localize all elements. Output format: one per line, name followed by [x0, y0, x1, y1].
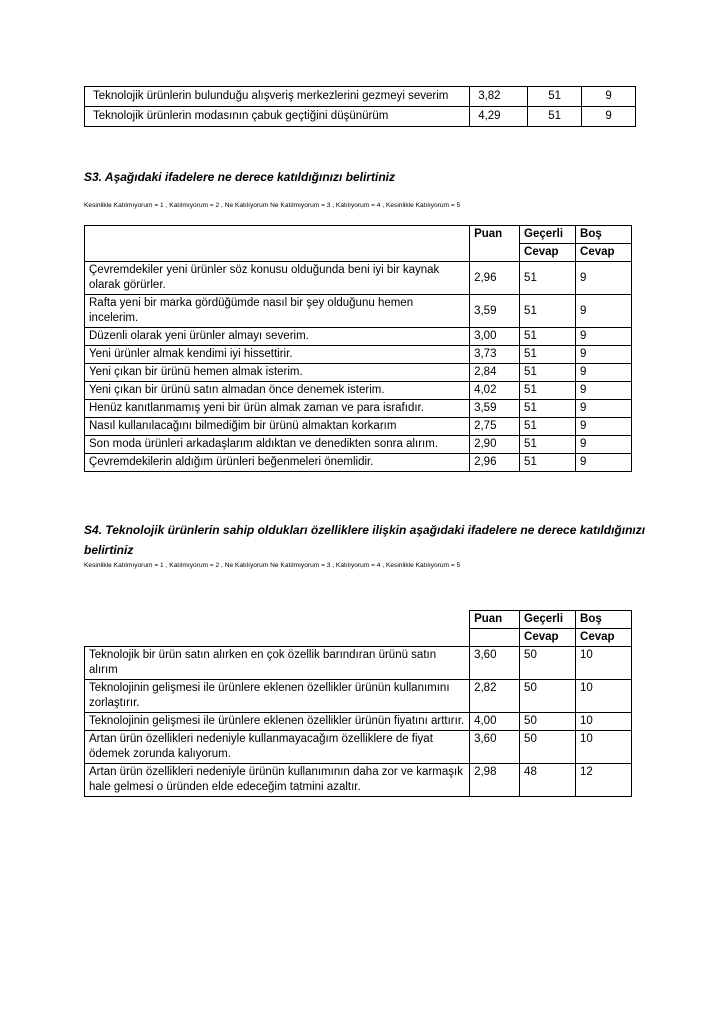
statement-cell: Teknolojinin gelişmesi ile ürünlere eklenen özellikler ürünün fiyatını arttırır.	[85, 713, 470, 731]
table-row	[85, 764, 632, 797]
puan-cell: 3,73	[470, 346, 520, 364]
puan-cell: 2,82	[470, 680, 520, 713]
table-row	[85, 346, 632, 364]
bos-cell: 12	[576, 764, 632, 797]
puan-cell: 2,98	[470, 764, 520, 797]
table-row	[85, 295, 632, 328]
bos-cell: 9	[576, 400, 632, 418]
gecerli-cell: 50	[520, 680, 576, 713]
statement-cell: Yeni çıkan bir ürünü hemen almak isterim.	[85, 364, 470, 382]
puan-cell: 4,00	[470, 713, 520, 731]
puan-cell: 2,96	[470, 262, 520, 295]
gecerli-cell: 51	[520, 262, 576, 295]
statement-cell: Çevremdekilerin aldığım ürünleri beğenmeleri önemlidir.	[85, 454, 470, 472]
s4-table	[84, 610, 632, 797]
bos-cell: 10	[576, 680, 632, 713]
bos-cell: 10	[576, 713, 632, 731]
s4-heading-2: belirtiniz	[84, 543, 134, 557]
puan-cell: 2,84	[470, 364, 520, 382]
gecerli-cell: 50	[520, 713, 576, 731]
puan-cell: 4,02	[470, 382, 520, 400]
statement-cell: Artan ürün özellikleri nedeniyle kullanmayacağım özelliklere de fiyat ödemek zorunda kalıyorum.	[85, 731, 470, 764]
puan-header: Puan	[470, 611, 520, 629]
statement-cell: Teknolojik ürünlerin bulunduğu alışveriş merkezlerini gezmeyi severim	[85, 87, 470, 107]
gecerli-header-2: Cevap	[520, 244, 576, 262]
bos-cell: 10	[576, 647, 632, 680]
gecerli-cell: 51	[520, 328, 576, 346]
bos-cell: 10	[576, 731, 632, 764]
gecerli-cell: 51	[520, 454, 576, 472]
bos-cell: 9	[582, 107, 636, 127]
statement-cell: Teknolojik ürünlerin modasının çabuk geçtiğini düşünürüm	[85, 107, 470, 127]
bos-cell: 9	[576, 454, 632, 472]
bos-header-2: Cevap	[576, 244, 632, 262]
puan-cell: 2,96	[470, 454, 520, 472]
puan-cell: 3,82	[470, 87, 528, 107]
statement-cell: Nasıl kullanılacağını bilmediğim bir ürünü almaktan korkarım	[85, 418, 470, 436]
bos-cell: 9	[576, 418, 632, 436]
table-row	[85, 382, 632, 400]
puan-cell: 3,60	[470, 647, 520, 680]
s4-scale-note: Kesinlikle Katılmıyorum = 1 , Katılmıyorum = 2 , Ne Katılıyorum Ne Katılmıyorum = 3 , Katılıyorum = 4 , Kesinlikle Katılıyorum = 5	[84, 562, 461, 569]
bos-header: Boş	[576, 226, 632, 244]
bos-cell: 9	[576, 382, 632, 400]
table-row	[85, 107, 636, 127]
bos-cell: 9	[576, 346, 632, 364]
bos-cell: 9	[576, 436, 632, 454]
statement-cell: Yeni ürünler almak kendimi iyi hissettirir.	[85, 346, 470, 364]
statement-cell: Teknolojik bir ürün satın alırken en çok özellik barındıran ürünü satın alırım	[85, 647, 470, 680]
puan-cell: 3,59	[470, 295, 520, 328]
gecerli-cell: 50	[520, 731, 576, 764]
gecerli-cell: 51	[520, 418, 576, 436]
puan-header: Puan	[470, 226, 520, 262]
statement-cell: Düzenli olarak yeni ürünler almayı severim.	[85, 328, 470, 346]
gecerli-cell: 51	[528, 87, 582, 107]
bos-header-2: Cevap	[576, 629, 632, 647]
puan-cell: 3,60	[470, 731, 520, 764]
gecerli-cell: 51	[520, 295, 576, 328]
table-row	[85, 400, 632, 418]
gecerli-cell: 51	[528, 107, 582, 127]
gecerli-header-2: Cevap	[520, 629, 576, 647]
puan-cell: 3,59	[470, 400, 520, 418]
statement-cell: Henüz kanıtlanmamış yeni bir ürün almak zaman ve para israfıdır.	[85, 400, 470, 418]
statement-cell: Son moda ürünleri arkadaşlarım aldıktan ve denedikten sonra alırım.	[85, 436, 470, 454]
statement-cell: Artan ürün özellikleri nedeniyle ürünün kullanımının daha zor ve karmaşık hale gelmesi o üründen elde edeceğim tatmini azaltır.	[85, 764, 470, 797]
table-row	[85, 418, 632, 436]
table-row	[85, 87, 636, 107]
gecerli-header: Geçerli	[520, 226, 576, 244]
s3-table	[84, 225, 632, 472]
bos-cell: 9	[576, 262, 632, 295]
gecerli-header: Geçerli	[520, 611, 576, 629]
bos-cell: 9	[582, 87, 636, 107]
continuation-table	[84, 86, 636, 127]
puan-cell: 4,29	[470, 107, 528, 127]
table-row	[85, 647, 632, 680]
blank-header-cell	[85, 611, 470, 647]
s4-heading: S4. Teknolojik ürünlerin sahip oldukları özelliklere ilişkin aşağıdaki ifadelere ne derece katıldığınızı	[84, 523, 646, 537]
s3-scale-note: Kesinlikle Katılmıyorum = 1 , Katılmıyorum = 2 , Ne Katılıyorum Ne Katılmıyorum = 3 , Katılıyorum = 4 , Kesinlikle Katılıyorum = 5	[84, 202, 461, 209]
table-row	[85, 364, 632, 382]
puan-cell: 2,75	[470, 418, 520, 436]
gecerli-cell: 51	[520, 346, 576, 364]
table-row	[85, 328, 632, 346]
bos-cell: 9	[576, 295, 632, 328]
bos-header: Boş	[576, 611, 632, 629]
table-row	[85, 454, 632, 472]
gecerli-cell: 51	[520, 400, 576, 418]
statement-cell: Teknolojinin gelişmesi ile ürünlere eklenen özellikler ürünün kullanımını zorlaştırır.	[85, 680, 470, 713]
table-row	[85, 731, 632, 764]
blank-header-cell	[85, 226, 470, 262]
table-row	[85, 436, 632, 454]
statement-cell: Yeni çıkan bir ürünü satın almadan önce denemek isterim.	[85, 382, 470, 400]
bos-cell: 9	[576, 328, 632, 346]
gecerli-cell: 51	[520, 364, 576, 382]
s3-heading: S3. Aşağıdaki ifadelere ne derece katıldığınızı belirtiniz	[84, 170, 395, 184]
gecerli-cell: 48	[520, 764, 576, 797]
gecerli-cell: 50	[520, 647, 576, 680]
puan-header-blank	[470, 629, 520, 647]
puan-cell: 3,00	[470, 328, 520, 346]
table-row	[85, 680, 632, 713]
statement-cell: Rafta yeni bir marka gördüğümde nasıl bir şey olduğunu hemen incelerim.	[85, 295, 470, 328]
table-row	[85, 713, 632, 731]
bos-cell: 9	[576, 364, 632, 382]
gecerli-cell: 51	[520, 382, 576, 400]
statement-cell: Çevremdekiler yeni ürünler söz konusu olduğunda beni iyi bir kaynak olarak görürler.	[85, 262, 470, 295]
table-row	[85, 262, 632, 295]
puan-cell: 2,90	[470, 436, 520, 454]
gecerli-cell: 51	[520, 436, 576, 454]
